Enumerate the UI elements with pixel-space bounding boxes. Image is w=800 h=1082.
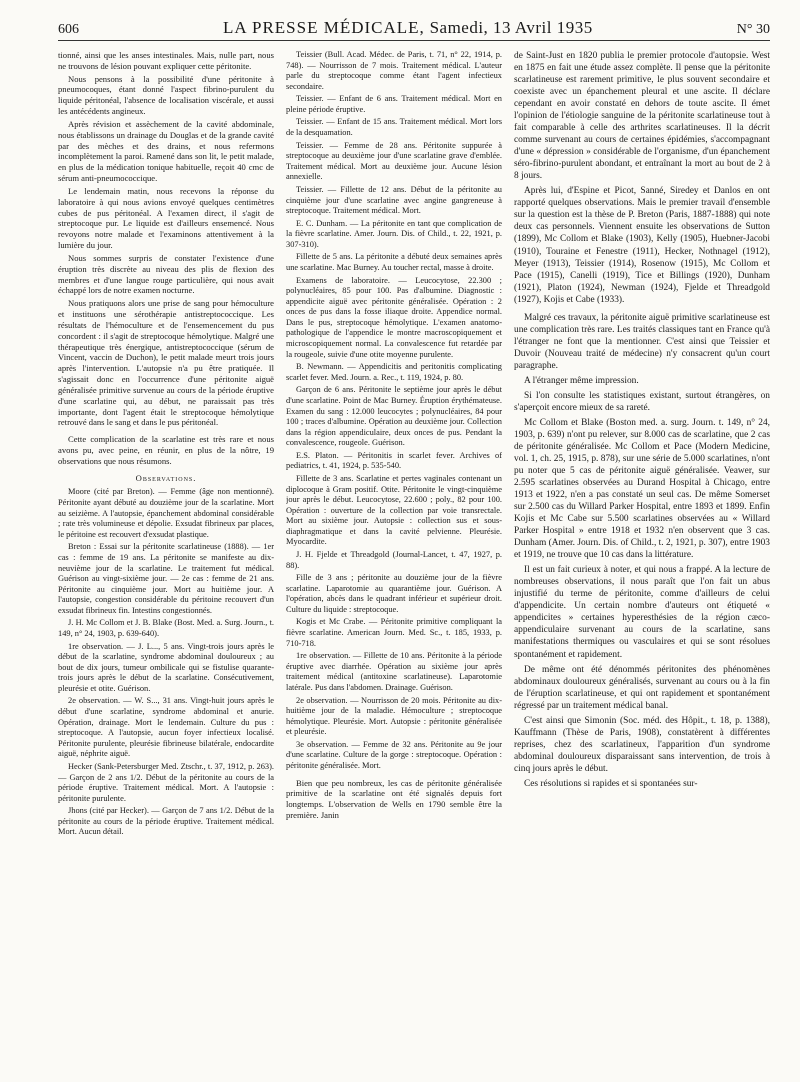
paragraph: 2e observation. — W. S..., 31 ans. Vingt-huit jours après le début d'une scarlatine, syndrome abdominal et anurie. Opération, drainage. Mort le lendemain. Culture du pus : streptocoque. A l'autopsie, aucun foyer infectieux localisé. Péritonite purulente, pleurésie fibrineuse bilatérale, endocardite aiguë, néphrite aiguë. <box>58 696 274 759</box>
paragraph: Nous sommes surpris de constater l'existence d'une éruption très discrète au niveau des plis de flexion des membres et d'une langue rouge particulière, qui nous avait échappé lors de notre examen nocturne. <box>58 252 274 296</box>
paragraph: Garçon de 6 ans. Péritonite le septième jour après le début d'une scarlatine. Point de Mac Burney. Éruption érythémateuse. Examen du sang : 12.000 leucocytes ; polynucléaires, 84 pour 100 ; traces d'albumine. Opération au deuxième jour. Collection dans la région appendiculaire, deux onces de pus. Pendant la convalescence, rougeole. Guérison. <box>286 385 502 448</box>
paragraph: Nous pratiquons alors une prise de sang pour hémoculture et instituons une sérothérapie antistreptococcique. Les résultats de l'hémoculture et de l'ensemencement du pus concordent : il s'agit de streptocoque hémolytique. Malgré une thérapeutique très énergique, antistreptococcique (sérum de Vincent, vaccin de Duchon), le petit malade meurt trois jours après l'intervention. L'autopsie n'a pu être pratiquée. Il s'agissait donc en l'occurrence d'une péritonite aiguë généralisée primitive survenue au cours de la période éruptive d'une scarlatine qui, au début, ne paraissait pas très importante, dont l'agent était le streptocoque hémolytique retrouvé dans le sang et dans le pus péritonéal. <box>58 298 274 428</box>
paragraph: Mc Collom et Blake (Boston med. a. surg. Journ. t. 149, n° 24, 1903, p. 639) n'ont pu relever, sur 8.000 cas de scarlatine, que 2 cas de péritonite généralisée. Mc Collom et Pace (Modern Medicine, vol. 1, ch. 25, 1915, p. 878), sur une série de 5.000 scarlatines, n'ont pu noter que 5 cas de péritonite aiguë généralisée. Veawer, sur 2.595 scarlatines observées au Durand Hospital à Chicago, entre 1913 et 1922, n'en a pas constaté un seul cas. De même Somerset sur 2.500 cas du Willard Parker Hospital, entre 1893 et 1899. Enfin Kojis et Mc Cabe sur 5.500 scarlatines observées au « Willard Parker Hospital » entre 1918 et 1932 n'en observent que 3 cas. Dunham (Amer. Journ. Dis. of Child., t. 2, 1921, p. 307), entre 1903 et 1919, ne trouve que 10 cas dans la littérature. <box>514 417 770 561</box>
paragraph: Teissier. — Fillette de 12 ans. Début de la péritonite au cinquième jour d'une scarlatine avec angine gangreneuse à streptocoque. Traitement médical. Mort. <box>286 184 502 216</box>
paragraph: Fillette de 3 ans. Scarlatine et pertes vaginales contenant un diplocoque à Gram positif. Otite. Péritonite le vingt-cinquième jour après le début. Leucocytose, 22.600 ; poly., 82 pour 100. Opération : ouverture de la collection par voie transrectale. Mort au sixième jour. Autopsie : collection sus et sous-diaphragmatique et dans la cavité pelvienne. Pleurésie. Myocardite. <box>286 473 502 547</box>
section-heading: Observations. <box>135 472 197 483</box>
paragraph: 1re observation. — J. L..., 5 ans. Vingt-trois jours après le début de la scarlatine, syndrome abdominal douloureux ; au bout de dix jours, tumeur ombilicale qui se fistulise quarante-trois jours après le début de la scarlatine. Consécutivement, pleurésie et otite. Guérison. <box>58 641 274 693</box>
paragraph: 1re observation. — Fillette de 10 ans. Péritonite à la période éruptive avec diarrhée. Opération au sixième jour après traitement médical (antitoxine scarlatineuse). Laparotomie latérale. Pus dans l'abdomen. Drainage. Guérison. <box>286 651 502 692</box>
paragraph: Kogis et Mc Crabe. — Péritonite primitive compliquant la fièvre scarlatine. American Journ. Med. Sc., t. 185, 1933, p. 710-718. <box>286 617 502 648</box>
paragraph: Si l'on consulte les statistiques existant, surtout étrangères, on s'aperçoit encore mieux de sa rareté. <box>514 390 770 413</box>
paragraph: Fillette de 5 ans. La péritonite a débuté deux semaines après une scarlatine. Mac Burney. Au toucher rectal, masse à droite. <box>286 252 502 272</box>
paragraph: Teissier. — Femme de 28 ans. Péritonite suppurée à streptocoque au deuxième jour d'une scarlatine grave d'emblée. Traitement médical. Mort au deuxième jour. Aucune lésion annexielle. <box>286 140 502 182</box>
issue-date: Samedi, 13 Avril 1935 <box>429 18 593 37</box>
text-column-left <box>58 50 274 1070</box>
paragraph: tionné, ainsi que les anses intestinales. Mais, nulle part, nous ne trouvons de lésion pouvant expliquer cette péritonite. <box>58 50 274 71</box>
paragraph: Nous pensons à la possibilité d'une péritonite à pneumocoques, étant donné l'aspect fibrino-purulent du liquide péritonéal, l'absence de localisation viscérale, et aussi les antécédents angineux. <box>58 73 274 117</box>
paragraph: J. H. Fjelde et Threadgold (Journal-Lancet, t. 47, 1927, p. 88). <box>286 550 502 570</box>
paragraph: Ces résolutions si rapides et si spontanées sur- <box>524 778 698 789</box>
paragraph: Le lendemain matin, nous recevons la réponse du laboratoire à qui nous avions envoyé quelques centimètres cubes de pus péritonéal. A l'examen direct, il s'agit de streptocoque pur. Le liquide est d'ailleurs ensemencé. Nous revoyons notre malade et l'examinons attentivement à la lumière du jour. <box>58 185 274 251</box>
issue-number: N° 30 <box>736 22 770 37</box>
paragraph: Teissier. — Enfant de 6 ans. Traitement médical. Mort en pleine période éruptive. <box>286 94 502 114</box>
paragraph: Bien que peu nombreux, les cas de péritonite généralisée primitive de la scarlatine ont été signalés depuis fort longtemps. L'observation de Wells en 1790 semble être la première. Janin <box>286 777 502 821</box>
paragraph: 2e observation. — Nourrisson de 20 mois. Péritonite au dix-huitième jour de la maladie. Hémoculture ; streptocoque hémolytique. Pleurésie. Mort. Autopsie : péritonite généralisée et pleurésie. <box>286 695 502 737</box>
running-title <box>223 18 593 38</box>
paragraph: de Saint-Just en 1820 publia le premier protocole d'autopsie. West en 1875 en fait une étude assez complète. Il pense que la péritonite scarlatineuse est rarement primitive, le plus souvent secondaire et coexiste avec un épanchement pleural et une ascite. Il déclare cependant en avoir constaté en dehors de toute ascite. Il émet l'opinion de l'étiologie sanguine de la péritonite scarlatineuse tout à fait comparable à celle des arthrites scarlatineuses. Il la décrit comme survenant au cours de certaines épidémies, s'accompagnant d'une « dépression » considérable de l'organisme, d'un épanchement séro-fibrino-purulent abondant, et entraînant la mort au bout de 2 à 8 jours. <box>514 51 770 182</box>
paragraph: Malgré ces travaux, la péritonite aiguë primitive scarlatineuse est une complication très rare. Les traités classiques tant en France qu'à l'étranger ne font que la mentionner. C'est ainsi que Teissier et Duvoir (Nouveau traité de médecine) n'y consacrent qu'un court paragraphe. <box>514 312 770 371</box>
paragraph: De même ont été dénommés péritonites des phénomènes abdominaux douloureux généralisés, survenant au cours ou à la fin de l'éruption scarlatineuse, et qui ont rapidement et spontanément régressé par un traitement médical banal. <box>514 664 770 711</box>
paragraph: Teissier. — Enfant de 15 ans. Traitement médical. Mort lors de la desquamation. <box>286 117 502 138</box>
page-number: 606 <box>58 22 79 37</box>
paragraph: Teissier (Bull. Acad. Médec. de Paris, t. 71, n° 22, 1914, p. 748). — Nourrisson de 7 mois. Traitement médical. L'auteur parle du streptocoque comme étant l'agent infectieux secondaire. <box>286 50 502 91</box>
paragraph: E. C. Dunham. — La péritonite en tant que complication de la fièvre scarlatine. Amer. Journ. Dis. of Child., t. 22, 1921, p. 307-310). <box>286 218 502 249</box>
text-column-middle <box>286 50 502 1070</box>
text-column-right <box>514 50 770 1070</box>
paragraph: Hecker (Sank-Petersburger Med. Ztschr., t. 37, 1912, p. 263). — Garçon de 2 ans 1/2. Début de la péritonite au cours de la période éruptive. Traitement médical. Mort. A l'autopsie : péritonite purulente. <box>58 761 274 803</box>
paragraph: Breton : Essai sur la péritonite scarlatineuse (1888). — 1er cas : femme de 19 ans. La péritonite se manifeste au dix-neuvième jour de la scarlatine. Le traitement fut médical. Guérison au vingt-sixième jour. — 2e cas : femme de 21 ans. Péritonite au cinquième jour. Mort au huitième jour. A l'autopsie, congestion considérable du péritoine recouvert d'un exsudat fibrineux fin. Intestins congestionnés. <box>58 542 274 615</box>
paragraph: Après lui, d'Espine et Picot, Sanné, Siredey et Danlos en ont rapporté quelques observations. Mais le premier travail d'ensemble sur la question est la thèse de P. Breton (Paris, 1887-1888) qui note deux cas personnels. Viennent ensuite les observations de Sutton (1899), Mc Collom et Blake (1903), Kelly (1905), Huebner-Jacobi (1910), Touraine et Fenestre (1911), Hecker, Nothnagel (1912), Meyer (1913), Teissier (1914), Rosenow (1915), Mc Collom et Pace (1915), Canelli (1919), Tice et Billings (1920), Dunham (1921), Platon (1924), Newman (1924), Fjelde et Threadgold (1927), Kojis et Cabe (1933). <box>514 186 770 305</box>
paragraph: C'est ainsi que Simonin (Soc. méd. des Hôpit., t. 18, p. 1388), Kauffmann (Thèse de Paris, 1908), constatèrent à différentes reprises, chez des scarlatineux, l'apparition d'un syndrome abdominal douloureux disparaissant sans intervention, de trois à cinq jours après le début. <box>514 715 770 774</box>
paragraph: A l'étranger même impression. <box>524 375 639 386</box>
paragraph: Fille de 3 ans ; péritonite au douzième jour de la fièvre scarlatine. Laparotomie au quarantième jour. Guérison. A l'opération, abcès dans le quadrant inférieur et supérieur droit. Culture du liquide : streptocoque. <box>286 573 502 614</box>
paragraph: Moore (cité par Breton). — Femme (âge non mentionné). Péritonite ayant débuté au douzième jour de la scarlatine. Mort au seizième. A l'autopsie, épanchement abdominal considérable ; rate très volumineuse et dépolie. Exsudat fibrineux par places, le péritoine est recouvert d'exsudat plastique. <box>58 487 274 539</box>
page-header <box>58 18 770 41</box>
paragraph: J. H. Mc Collom et J. B. Blake (Bost. Med. a. Surg. Journ., t. 149, n° 24, 1903, p. 639-640). <box>58 618 274 638</box>
paragraph: 3e observation. — Femme de 32 ans. Péritonite au 9e jour d'une scarlatine. Culture de la gorge : streptocoque. Opération : péritonite généralisée. Mort. <box>286 739 502 770</box>
paragraph: Examens de laboratoire. — Leucocytose, 22.300 ; polynucléaires, 85 pour 100. Pas d'albumine. Diagnostic : appendicite aiguë avec péritonite généralisée. Opération : 2 onces de pus dans la fosse iliaque droite. Appendice normal. Dans le pus, streptocoque hémolytique. L'examen anatomo-pathologique de l'appendice le montre macroscopiquement et microscopiquement normal. La convalescence fut retardée par la rougeole, suivie d'une otite moyenne purulente. <box>286 275 502 359</box>
journal-name: LA PRESSE MÉDICALE, <box>223 18 425 37</box>
paragraph: Jhons (cité par Hecker). — Garçon de 7 ans 1/2. Début de la péritonite au cours de la période éruptive. Traitement médical. Mort. Aucun détail. <box>58 806 274 837</box>
paragraph: Il est un fait curieux à noter, et qui nous a frappé. A la lecture de nombreuses observations, il nous paraît que l'on fait un abus injustifié du terme de péritonite, comme d'ailleurs de celui d'appendicite. Un certain nombre d'auteurs ont étiqueté « appendicites » certaines hyperesthésies de la région cæco-appendiculaire survenant au cours de la scarlatine, sans manifestations thermiques ou vasculaires et qui se sont résolues spontanément et rapidement. <box>514 565 770 660</box>
paragraph: Après révision et assèchement de la cavité abdominale, nous établissons un drainage du Douglas et de la grande cavité par des mèches et des drains, et nous refermons incomplètement la paroi. Ramené dans son lit, le petit malade, en plus de la médication tonique habituelle, reçoit 40 cmc de sérum anti-pneumococcique. <box>58 118 274 184</box>
paragraph: E.S. Platon. — Péritonitis in scarlet fever. Archives of pediatrics, t. 41, 1924, p. 535-540. <box>286 450 502 471</box>
paragraph: B. Newmann. — Appendicitis and peritonitis complicating scarlet fever. Med. Journ. a. Rec., t. 119, 1924, p. 80. <box>286 362 502 382</box>
paragraph: Cette complication de la scarlatine est très rare et nous avons pu, avec peine, en réunir, en plus de la nôtre, 19 observations que nous résumons. <box>58 434 274 466</box>
